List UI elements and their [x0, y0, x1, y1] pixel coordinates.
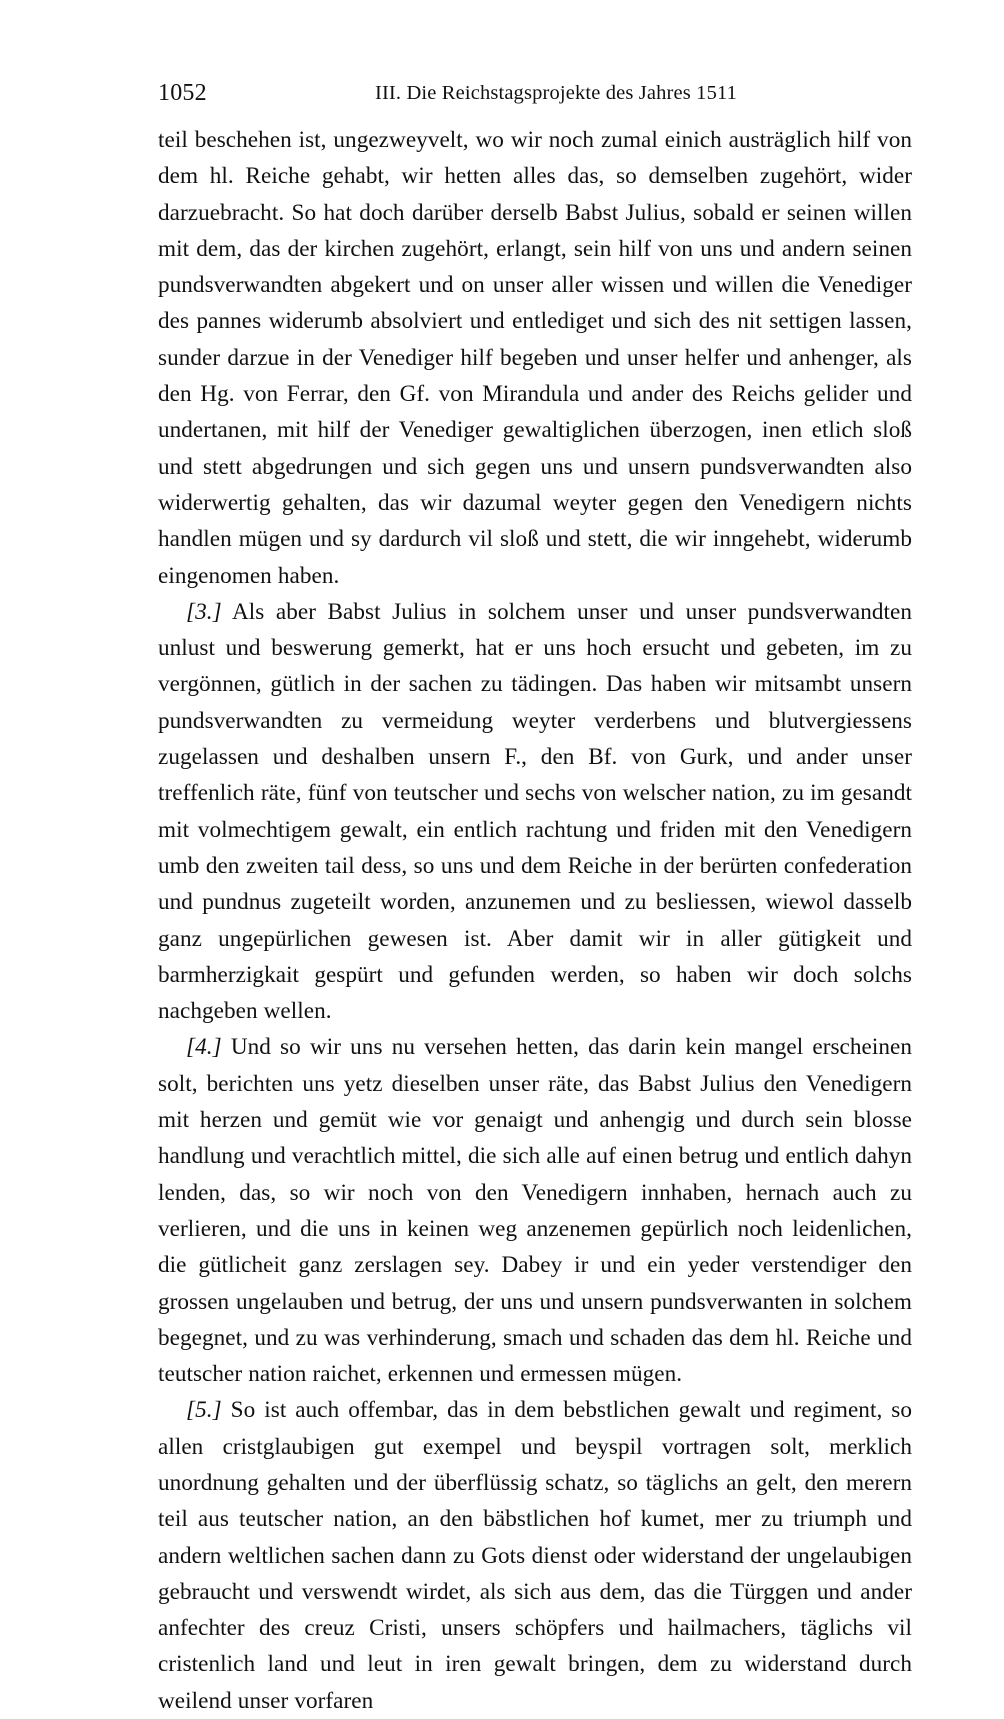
page-number: 1052 — [158, 80, 207, 106]
paragraph-section-3 — [158, 594, 912, 1030]
paragraph-text: So ist auch offembar, das in dem bebstlichen gewalt und regiment, so allen cristglaubigen gut exempel und beyspil vortragen solt, merklich unordnung gehalten und der überflüssig schatz, so täglichs an gelt, den merern teil aus teutscher nation, an den bäbstlichen hof kumet, mer zu triumph und andern weltlichen sachen dann zu Gots dienst oder widerstand der ungelaubigen gebraucht und verswendt wirdet, als sich aus dem, das die Türggen und ander anfechter des creuz Cristi, unsers schöpfers und hailmachers, täglichs vil cristenlich land und leut in iren gewalt bringen, dem zu widerstand durch weilend unser vorfaren — [158, 1397, 913, 1714]
body-text-block — [158, 122, 912, 1719]
section-marker-4: [4.] — [186, 1034, 222, 1061]
paragraph-section-5 — [158, 1392, 912, 1719]
paragraph-text: teil beschehen ist, ungezweyvelt, wo wir noch zumal einich austräglich hilf von dem hl. Reiche gehabt, wir hetten alles das, so demselben zugehört, wider darzuebracht. So hat doch darüber derselb Babst Julius, sobald er seinen willen mit dem, das der kirchen zugehört, erlangt, sein hilf von uns und andern seinen pundsverwandten abgekert und on unser aller wissen und willen die Venediger des pannes widerumb absolviert und entlediget und sich des nit settigen lassen, sunder darzue in der Venediger hilf begeben und unser helfer und anhenger, als den Hg. von Ferrar, den Gf. von Mirandula und ander des Reichs gelider und undertanen, mit hilf der Venediger gewaltiglichen überzogen, inen etlich sloß und stett abgedrungen und sich gegen uns und unsern pundsverwandten also widerwertig gehalten, das wir dazumal weyter gegen den Venedigern nichts handlen mügen und sy dardurch vil sloß und stett, die wir inngehebt, widerumb eingenomen haben. — [158, 127, 912, 589]
section-marker-5: [5.] — [186, 1397, 222, 1424]
running-head — [158, 78, 912, 108]
paragraph-text: Als aber Babst Julius in solchem unser und unser pundsverwandten unlust und beswerung gemerkt, hat er uns hoch ersucht und gebeten, im zu vergönnen, gütlich in der sachen zu tädingen. Das haben wir mitsambt unsern pundsverwandten zu vermeidung weyter verderbens und blutvergiessens zugelassen und deshalben unsern F., den Bf. von Gurk, und ander unser treffenlich räte, fünf von teutscher und sechs von welscher nation, zu im gesandt mit volmechtigem gewalt, ein entlich rachtung und friden mit den Venedigern umb den zweiten tail dess, so uns und dem Reiche in der berürten confederation und pundnus zugeteilt worden, anzunemen und zu besliessen, wiewol dasselb ganz ungepürlichen gewesen ist. Aber damit wir in aller gütigkeit und barmherzigkait gespürt und gefunden werden, so haben wir doch solchs nachgeben wellen. — [158, 598, 912, 1025]
running-title: III. Die Reichstagsprojekte des Jahres 1511 — [374, 82, 738, 104]
section-marker-3: [3.] — [186, 598, 222, 625]
paragraph-text: Und so wir uns nu versehen hetten, das darin kein mangel erscheinen solt, berichten uns yetz dieselben unser räte, das Babst Julius den Venedigern mit herzen und gemüt wie vor genaigt und anhengig und durch sein blosse handlung und verachtlich mittel, die sich alle auf einen betrug und entlich dahyn lenden, das, so wir noch von den Venedigern innhaben, hernach auch zu verlieren, und die uns in keinen weg anzenemen gepürlich noch leidenlichen, die gütlicheit ganz zerslagen sey. Dabey ir und ein yeder verstendiger den grossen ungelauben und betrug, der uns und unsern pundsverwanten in solchem begegnet, und zu was verhinderung, smach und schaden das dem hl. Reiche und teutscher nation raichet, erkennen und ermessen mügen. — [158, 1034, 913, 1388]
paragraph-section-4 — [158, 1029, 912, 1392]
paragraph-continuation — [158, 122, 912, 594]
